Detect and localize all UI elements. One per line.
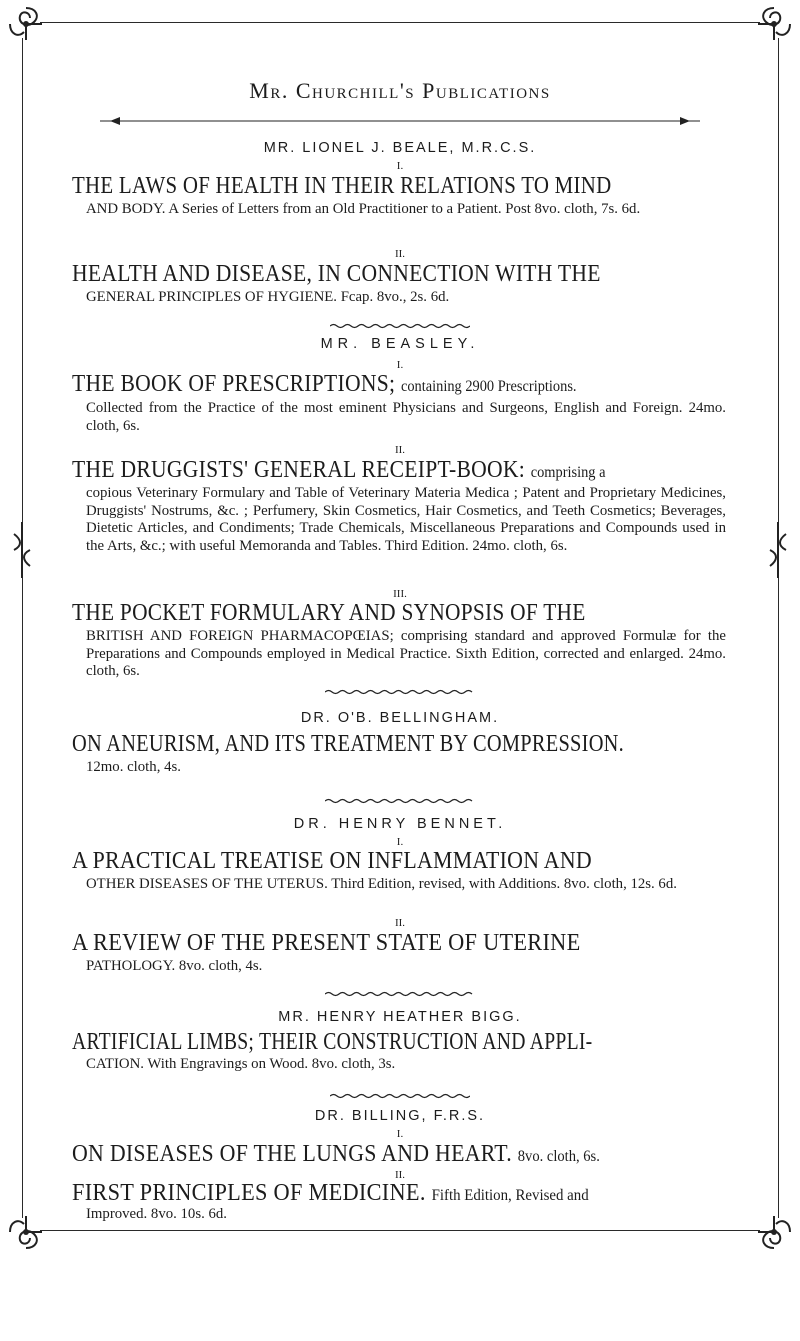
work-description: PATHOLOGY. 8vo. cloth, 4s. [86,958,263,974]
work-number: I. [396,1128,404,1140]
header-rule-ornament [100,116,700,126]
work-title: THE LAWS OF HEALTH IN THEIR RELATIONS TO MIND [72,173,612,199]
frame-top-rule [40,22,760,23]
work-description: OTHER DISEASES OF THE UTERUS. Third Edition, revised, with Additions. 8vo. cloth, 12s. 6d. [86,876,677,892]
author-heading: MR. BEASLEY. [320,336,480,352]
corner-ornament-top-left [6,4,46,44]
work-title: THE POCKET FORMULARY AND SYNOPSIS OF THE [72,600,586,626]
work-description: Improved. 8vo. 10s. 6d. [86,1206,227,1222]
author-heading: DR. HENRY BENNET. [293,816,507,832]
frame-bottom-rule [40,1230,760,1231]
work-title: ON DISEASES OF THE LUNGS AND HEART. 8vo. cloth, 6s. [72,1141,600,1167]
author-heading: MR. HENRY HEATHER BIGG. [278,1009,522,1025]
wavy-separator [330,1093,470,1099]
frame-left-rule [22,38,23,1218]
work-number: I. [396,836,404,848]
author-heading: MR. LIONEL J. BEALE, M.R.C.S. [263,140,537,156]
work-description: copious Veterinary Formulary and Table of Veterinary Materia Medica ; Patent and Proprietary Medicines, Druggists' Nostrums, &c. ; Perfumery, Skin Cosmetics, Hair Cosmetics, and Teeth Cosmetics; Beverages, Dietetic Articles, and Condiments; Trade Chemicals, Miscellaneous Preparations and Compounds used in the Arts, &c.; with useful Memoranda and Tables. Third Edition. 24mo. cloth, 6s. [86,485,726,554]
work-description: BRITISH AND FOREIGN PHARMACOPŒIAS; comprising standard and approved Formulæ for the Preparations and Compounds employed in Medical Practice. Sixth Edition, corrected and enlarged. 24mo. cloth, 6s. [86,628,726,680]
wavy-separator [325,689,475,695]
work-number: I. [396,160,404,172]
work-title: A PRACTICAL TREATISE ON INFLAMMATION AND [72,848,592,874]
side-ornament-left [10,520,34,580]
work-title: A REVIEW OF THE PRESENT STATE OF UTERINE [72,930,581,956]
work-title: ARTIFICIAL LIMBS; THEIR CONSTRUCTION AND APPLI- [72,1029,593,1055]
work-description: GENERAL PRINCIPLES OF HYGIENE. Fcap. 8vo., 2s. 6d. [86,289,450,305]
work-title: HEALTH AND DISEASE, IN CONNECTION WITH THE [72,261,601,287]
wavy-separator [325,798,475,804]
work-title: ON ANEURISM, AND ITS TREATMENT BY COMPRESSION. [72,731,625,757]
wavy-separator [325,991,475,997]
work-number: II. [394,1169,406,1181]
work-number: I. [396,359,404,371]
work-number: II. [394,248,406,260]
work-number: II. [394,444,406,456]
work-description: CATION. With Engravings on Wood. 8vo. cloth, 3s. [86,1056,396,1072]
author-heading: DR. BILLING, F.R.S. [314,1108,486,1124]
corner-ornament-bottom-right [754,1212,794,1252]
work-description: AND BODY. A Series of Letters from an Old Practitioner to a Patient. Post 8vo. cloth, 7s. 6d. [86,201,641,217]
work-number: II. [394,917,406,929]
work-description: 12mo. cloth, 4s. [86,759,181,775]
work-title: FIRST PRINCIPLES OF MEDICINE. Fifth Edition, Revised and [72,1180,589,1206]
work-title: THE BOOK OF PRESCRIPTIONS; containing 2900 Prescriptions. [72,371,577,397]
author-heading: DR. O'B. BELLINGHAM. [300,710,500,726]
frame-right-rule [778,38,779,1218]
wavy-separator [330,323,470,329]
work-description: Collected from the Practice of the most eminent Physicians and Surgeons, English and Foreign. 24mo. cloth, 6s. [86,400,726,434]
work-title: THE DRUGGISTS' GENERAL RECEIPT-BOOK: comprising a [72,457,606,483]
corner-ornament-top-right [754,4,794,44]
work-number: III. [393,588,407,600]
running-head: Mr. Churchill's Publications [249,78,551,103]
corner-ornament-bottom-left [6,1212,46,1252]
side-ornament-right [766,520,790,580]
